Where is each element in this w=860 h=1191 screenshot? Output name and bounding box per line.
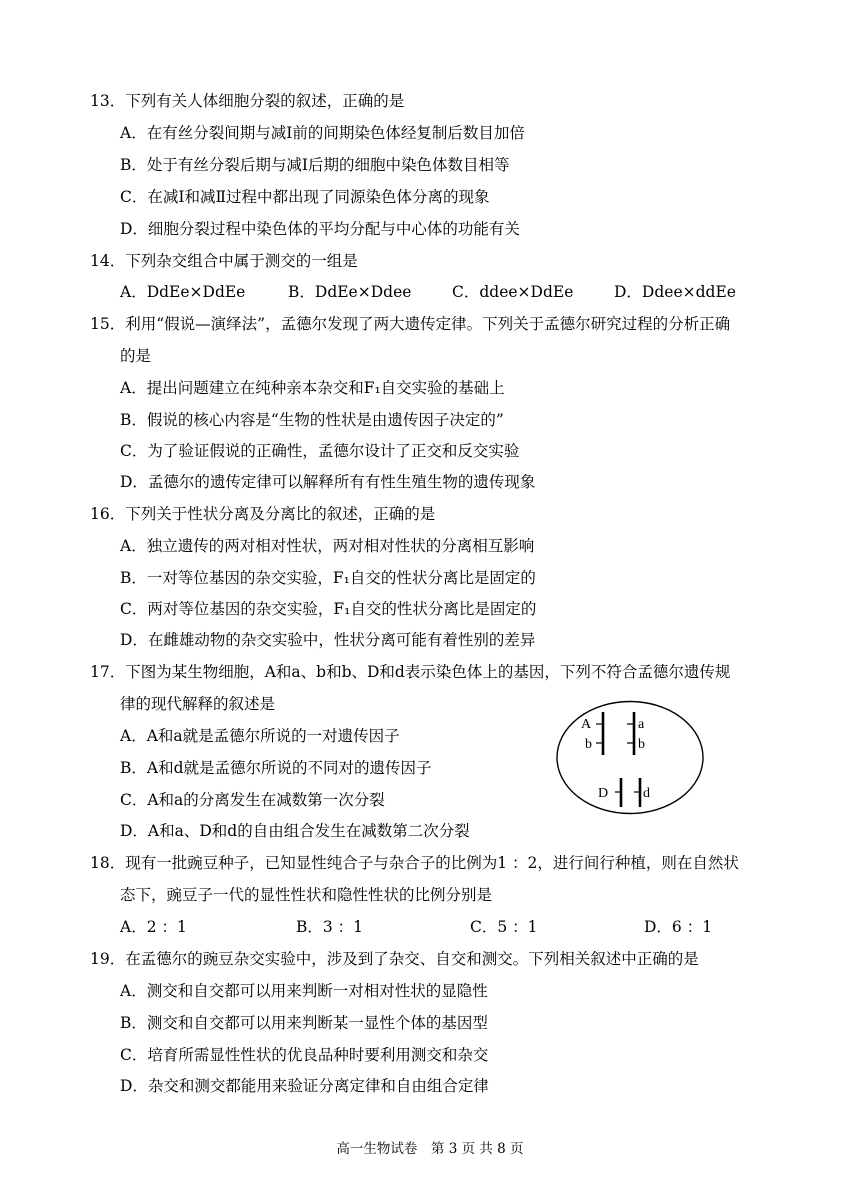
question-17-option-a: A．A和a就是孟德尔所说的一对遗传因子	[120, 727, 400, 745]
question-18-option-b: B．3 ：1	[296, 918, 364, 936]
question-19-option-c: C．培育所需显性性状的优良品种时要利用测交和杂交	[120, 1046, 489, 1064]
question-18-option-c: C．5 ：1	[470, 918, 538, 936]
question-16-option-a: A．独立遗传的两对相对性状，两对相对性状的分离相互影响	[120, 537, 535, 555]
question-19-option-d: D．杂交和测交都能用来验证分离定律和自由组合定律	[120, 1077, 489, 1095]
gene-label-d: d	[643, 786, 650, 801]
question-17-option-c: C．A和a的分离发生在减数第一次分裂	[120, 791, 385, 809]
gene-label-D: D	[598, 786, 609, 801]
question-18-option-a: A．2 ：1	[120, 918, 187, 936]
question-15-stem-continued: 的是	[120, 347, 152, 365]
question-18-stem: 18．现有一批豌豆种子，已知显性纯合子与杂合子的比例为1 ：2，进行间行种植，则在自然状	[90, 854, 739, 872]
question-19-stem: 19．在孟德尔的豌豆杂交实验中，涉及到了杂交、自交和测交。下列相关叙述中正确的是	[90, 950, 699, 968]
gene-label-b-left: b	[585, 737, 592, 752]
gene-label-a: a	[638, 717, 645, 732]
question-19-option-b: B．测交和自交都可以用来判断某一显性个体的基因型	[120, 1014, 488, 1032]
question-14-stem: 14．下列杂交组合中属于测交的一组是	[90, 252, 358, 270]
question-14-option-a: A．DdEe×DdEe	[120, 283, 246, 301]
question-17-stem: 17．下图为某生物细胞，A和a、b和b、D和d表示染色体上的基因，下列不符合孟德尔遗传规	[90, 663, 731, 681]
cell-chromosome-figure	[555, 700, 705, 815]
gene-label-A: A	[581, 717, 592, 732]
question-16-option-d: D．在雌雄动物的杂交实验中，性状分离可能有着性别的差异	[120, 631, 536, 649]
question-13-option-c: C．在减Ⅰ和减Ⅱ过程中都出现了同源染色体分离的现象	[120, 188, 490, 206]
question-13-option-d: D．细胞分裂过程中染色体的平均分配与中心体的功能有关	[120, 220, 520, 238]
question-17-option-d: D．A和a、D和d的自由组合发生在减数第二次分裂	[120, 822, 470, 840]
question-15-stem: 15．利用“假说—演绎法”，孟德尔发现了两大遗传定律。下列关于孟德尔研究过程的分析正确	[90, 315, 731, 333]
question-14-option-c: C．ddee×DdEe	[452, 283, 574, 301]
question-16-option-b: B．一对等位基因的杂交实验，F₁自交的性状分离比是固定的	[120, 569, 536, 587]
question-16-stem: 16．下列关于性状分离及分离比的叙述，正确的是	[90, 505, 436, 523]
question-14-options	[120, 282, 760, 302]
question-13-stem: 13．下列有关人体细胞分裂的叙述，正确的是	[90, 92, 405, 110]
question-15-option-a: A．提出问题建立在纯种亲本杂交和F₁自交实验的基础上	[120, 379, 505, 397]
question-19-option-a: A．测交和自交都可以用来判断一对相对性状的显隐性	[120, 982, 488, 1000]
question-17-stem-continued: 律的现代解释的叙述是	[120, 695, 276, 713]
question-15-option-d: D．孟德尔的遗传定律可以解释所有有性生殖生物的遗传现象	[120, 473, 536, 491]
question-18-option-d: D．6 ：1	[644, 918, 713, 936]
question-15-option-b: B．假说的核心内容是“生物的性状是由遗传因子决定的”	[120, 411, 504, 429]
question-18-options	[120, 917, 760, 937]
gene-label-b-right: b	[638, 737, 645, 752]
question-16-option-c: C．两对等位基因的杂交实验，F₁自交的性状分离比是固定的	[120, 600, 537, 618]
page-footer: 高一生物试卷 第 3 页 共 8 页	[336, 1141, 524, 1157]
question-15-option-c: C．为了验证假说的正确性，孟德尔设计了正交和反交实验	[120, 442, 520, 460]
cell-outline	[557, 702, 703, 814]
question-18-stem-continued: 态下，豌豆子一代的显性性状和隐性性状的比例分别是	[120, 886, 493, 904]
question-13-option-a: A．在有丝分裂间期与减Ⅰ前的间期染色体经复制后数目加倍	[120, 124, 525, 142]
question-13-option-b: B．处于有丝分裂后期与减Ⅰ后期的细胞中染色体数目相等	[120, 156, 510, 174]
question-17-option-b: B．A和d就是孟德尔所说的不同对的遗传因子	[120, 759, 432, 777]
question-14-option-d: D．Ddee×ddEe	[614, 283, 736, 301]
question-14-option-b: B．DdEe×Ddee	[288, 283, 412, 301]
